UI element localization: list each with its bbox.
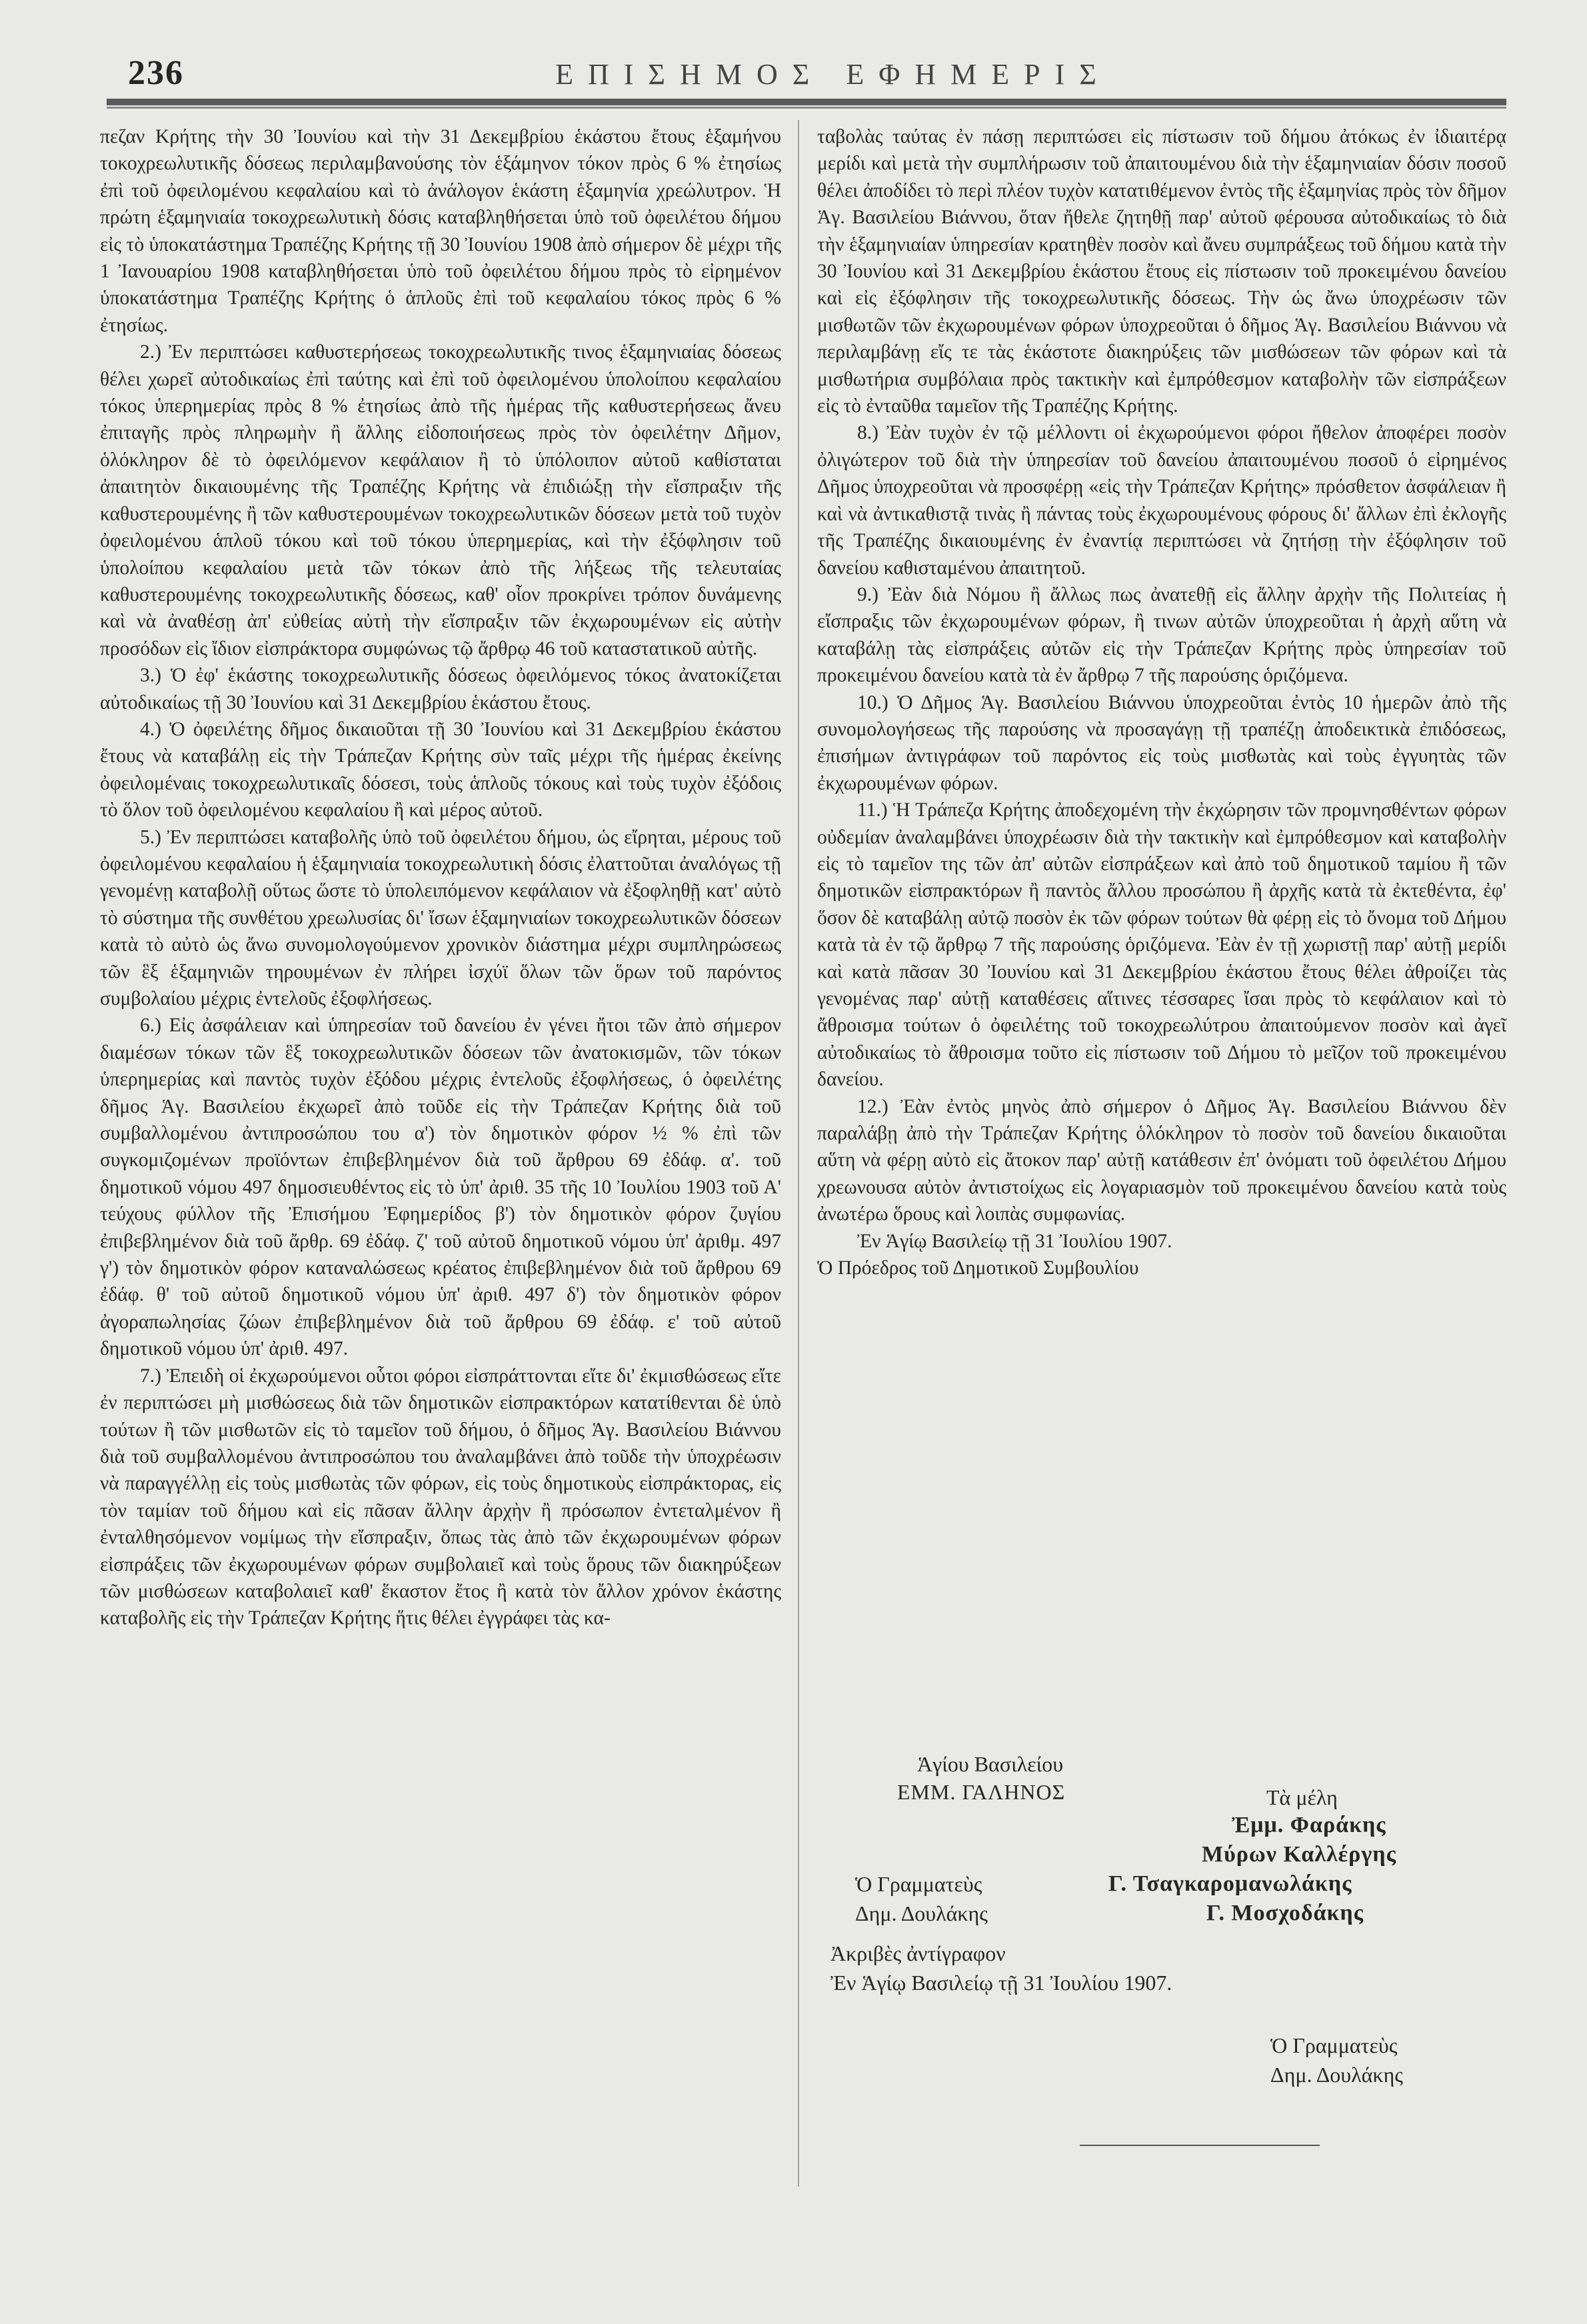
president-title: Ὁ Πρόεδρος τοῦ Δημοτικοῦ Συμβουλίου (817, 1257, 1139, 1279)
article-clause-4: 4.) Ὁ ὀφειλέτης δῆμος δικαιοῦται τῇ 30 Ἰουνίου καὶ 31 Δεκεμβρίου ἑκάστου ἔτους νὰ καταβάλῃ εἰς τὴν Τράπεζαν Κρήτης σὺν ταῖς μέχρι τῆς ἡμέρας ἐκείνης ὀφειλομέναις τοκοχρεωλυτικαῖς δόσεσι, τοὺς ἁπλοῦς τόκους καὶ τοὺς τυχὸν ἐξόδοις τὸ ὅλον τοῦ ὀφειλομένου κεφαλαίου ἢ καὶ μέρος αὐτοῦ. (100, 718, 781, 821)
article-paragraph-continued: ταβολὰς ταύτας ἐν πάσῃ περιπτώσει εἰς πίστωσιν τοῦ δήμου ἀτόκως ἐν ἰδιαιτέρᾳ μερίδι καὶ μετὰ τὴν συμπλήρωσιν τοῦ ἀπαιτουμένου διὰ τὴν ἑξαμηνιαίαν δόσιν ποσοῦ θέλει ἀποδίδει τὸ περὶ πλέον τυχὸν κατατιθέμενον ἐντὸς τῆς ἑξαμηνίας πρὸς τὸν δῆμον Ἁγ. Βασιλείου Βιάννου, ὅταν ἤθελε ζητηθῇ παρ' αὐτοῦ φέρουσα αὐτοδικαίως τὸ διὰ τὴν ἑξαμηνιαίαν ὑπηρεσίαν κρατηθὲν ποσὸν καὶ ἄνευ συμπράξεως τοῦ δήμου κατὰ τὴν 30 Ἰουνίου καὶ 31 Δεκεμβρίου ἑκάστου ἔτους εἰς πίστωσιν τοῦ προκειμένου δανείου καὶ εἰς ἐξόφλησιν τῆς τοκοχρεωλυτικῆς δόσεως. Τὴν ὡς ἄνω ὑποχρέωσιν τῶν μισθωτῶν τῶν ἐκχωρουμένων φόρων ὑποχρεοῦται ὁ δῆμος Ἁγ. Βασιλείου Βιάννου νὰ περιλαμβάνῃ εἴς τε τὰς ἑκάστοτε διακηρύξεις τῶν μισθώσεων τῶν φόρων καὶ τὰ μισθωτήρια συμβόλαια πρὸς τακτικὴν καὶ ἐμπρόθεσμον καταβολὴν τῶν εἰσπράξεων εἰς τὸ ἐνταῦθα ταμεῖον τῆς Τραπέζης Κρήτης. (817, 126, 1506, 417)
header-rule-thin (107, 107, 1506, 109)
secretary-name-2: Δημ. Δουλάκης (1270, 2063, 1403, 2087)
article-clause-7: 7.) Ἐπειδὴ οἱ ἐκχωρούμενοι οὗτοι φόροι εἰσπράττονται εἴτε δι' ἐκμισθώσεως εἴτε ἐν περιπτώσει μὴ μισθώσεως διὰ τῶν δημοτικῶν εἰσπρακτόρων κατατίθενται δὲ ὑπὸ τούτων ἢ τῶν μισθωτῶν εἰς τὸ ταμεῖον τοῦ δήμου, ὁ δῆμος Ἁγ. Βασιλείου Βιάννου διὰ τοῦ συμβαλλομένου ἀντιπροσώπου του ἀναλαμβάνει ἀπὸ τοῦδε τὴν ὑποχρέωσιν νὰ παραγγέλλῃ εἰς τοὺς μισθωτὰς τῶν φόρων, εἰς τοὺς δημοτικοὺς εἰσπράκτορας, εἰς τὸν ταμίαν τοῦ δήμου καὶ εἰς πᾶσαν ἄλλην ἀρχὴν ἢ πρόσωπον ἐντεταλμένον ἢ ἐνταλθησόμενον νομίμως τὴν εἴσπραξιν, ὅπως τὰς ἀπὸ τῶν ἐκχωρουμένων φόρων εἰσπράξεις τῶν ἐκχωρουμένων φόρων συμβολαιεῖ καὶ τοὺς ὅρους τῶν διακηρύξεων τῶν μισθώσεων καταβολαιεῖ καθ' ἕκαστον ἔτος ἢ κατὰ τὸν ἄλλον χρόνον ἑκάστης καταβολῆς εἰς τὴν Τράπεζαν Κρήτης ἥτις θέλει ἐγγράφει τὰς κα- (100, 1365, 781, 1629)
article-clause-9: 9.) Ἐὰν διὰ Νόμου ἢ ἄλλως πως ἀνατεθῇ εἰς ἄλλην ἀρχὴν τῆς Πολιτείας ἡ εἴσπραξις τῶν ἐκχωρουμένων φόρων, ἢ τινων αὐτῶν ὑποχρεοῦται ἡ ἀρχὴ αὕτη νὰ καταβάλῃ τὰς εἰσπράξεις αὐτῶν εἰς τὴν Τράπεζαν Κρήτης πρὸς ὑπηρεσίαν τοῦ προκειμένου δανείου κατὰ τὰ ἐν ἄρθρῳ 7 τῆς παρούσης ὁριζόμενα. (817, 583, 1506, 687)
article-clause-12: 12.) Ἐὰν ἐντὸς μηνὸς ἀπὸ σήμερον ὁ Δῆμος Ἁγ. Βασιλείου Βιάννου δὲν παραλάβῃ ἀπὸ τὴν Τράπεζαν Κρήτης ὁλόκληρον τὸ ποσὸν τοῦ δανείου δικαιοῦται αὕτη νὰ φέρῃ αὐτὸ εἰς ἄτοκον παρ' αὐτῇ κατάθεσιν ἐπ' ὀνόματι τοῦ ὀφειλέτου Δήμου χρεωνουσα αὐτὸν ἀντιστοίχως εἰς λογαριασμὸν τοῦ προκειμένου δανείου κατὰ τοὺς ἀνωτέρω ὅρους καὶ λοιπὰς συμφωνίας. (817, 1095, 1506, 1225)
closing-rule (1080, 2145, 1320, 2146)
date-line: Ἐν Ἁγίῳ Βασιλείῳ τῇ 31 Ἰουλίου 1907. (857, 1230, 1172, 1252)
article-clause-11: 11.) Ἡ Τράπεζα Κρήτης ἀποδεχομένη τὴν ἐκχώρησιν τῶν προμνησθέντων φόρων οὐδεμίαν ἀναλαμβάνει ὑποχρέωσιν διὰ τὴν τακτικὴν καὶ ἐμπρόθεσμον καὶ καταβολὴν εἰς τὸ ταμεῖον της τῶν ἀπ' αὐτῶν εἰσπράξεων καὶ ἀπὸ τοῦ δημοτικοῦ ταμίου ἢ τῶν δημοτικῶν εἰσπρακτόρων ἢ παντὸς ἄλλου προσώπου ἢ ἀρχῆς κατὰ τὰ ἐκτεθέντα, ἐφ' ὅσον δὲ καταβάλῃ αὐτῷ ποσὸν ἐκ τῶν φόρων τούτων θὰ φέρῃ εἰς τὸ ὄνομα τοῦ Δήμου κατὰ τὰ ἐν τῷ ἄρθρῳ 7 τῆς παρούσης ὁριζόμενα. Ἐὰν ἐν τῇ χωριστῇ παρ' αὐτῇ μερίδι καὶ κατὰ πᾶσαν 30 Ἰουνίου καὶ 31 Δεκεμβρίου ἑκάστου ἔτους θέλει ἀθροίζει τὰς γενομένας παρ' αὐτῇ καταθέσεις αἵτινες τέσσαρες ἴσαι πρὸς τὸ κεφάλαιον καὶ τὸ ἄθροισμα τούτων ὁ ὀφειλέτης τοῦ τοκοχρεωλύτρου ἀπαιτούμενον ποσὸν καὶ ἀγεῖ αὐτοδικαίως τὸ ἄθροισμα τοῦτο εἰς πίστωσιν τοῦ Δήμου τὸ μεῖζον τοῦ προκειμένου δανείου. (817, 799, 1506, 1091)
article-clause-6: 6.) Εἰς ἀσφάλειαν καὶ ὑπηρεσίαν τοῦ δανείου ἐν γένει ἤτοι τῶν ἀπὸ σήμερον διαμέσων τόκων τῶν ἓξ τοκοχρεωλυτικῶν δόσεων τῶν ἀνατοκισμῶν, τῶν τόκων ὑπερημερίας καὶ παντὸς τυχὸν ἐξόδου μέχρις ἐντελοῦς ἐξοφλήσεως, ὁ ὀφειλέτης δῆμος Ἁγ. Βασιλείου ἐκχωρεῖ ἀπὸ τοῦδε εἰς τὴν Τράπεζαν Κρήτης διὰ τοῦ συμβαλλομένου ἀντιπροσώπου του α') τὸν δημοτικὸν φόρον ½ % ἐπὶ τῶν συγκομιζομένων προϊόντων ἐπιβεβλημένον διὰ τοῦ ἄρθρου 69 ἐδάφ. α'. τοῦ δημοτικοῦ νόμου 497 δημοσιευθέντος εἰς τὸ ὑπ' ἀριθ. 35 τῆς 10 Ἰουλίου 1903 τοῦ Α' τεύχους φύλλον τῆς Ἐπισήμου Ἐφημερίδος β') τὸν δημοτικὸν φόρον ζυγίου ἐπιβεβλημένον διὰ τοῦ ἄρθρ. 69 ἐδάφ. ζ' τοῦ αὐτοῦ δημοτικοῦ νόμου ὑπ' ἀριθμ. 497 γ') τὸν δημοτικὸν φόρον καταναλώσεως κρέατος ἐπιβεβλημένον διὰ τοῦ ἄρθρου 69 ἐδάφ. θ' τοῦ αὐτοῦ δημοτικοῦ νόμου ὑπ' ἀριθ. 497 δ') τὸν δημοτικὸν φόρον ἀγοραπωλησίας ζώων ἐπιβεβλημένον διὰ τοῦ ἄρθρου 69 ἐδάφ. ε' τοῦ αὐτοῦ δημοτικοῦ νόμου ὑπ' ἀριθ. 497. (100, 1015, 781, 1360)
column-divider (798, 120, 799, 2187)
secretary-title: Ὁ Γραμματεὺς (855, 1872, 982, 1896)
municipality-name: Ἁγίου Βασιλείου (917, 1752, 1064, 1776)
header-rule (107, 99, 1506, 105)
article-clause-10: 10.) Ὁ Δῆμος Ἁγ. Βασιλείου Βιάννου ὑποχρεοῦται ἐντὸς 10 ἡμερῶν ἀπὸ τῆς συνομολογήσεως τῆς παρούσης νὰ προσαγάγῃ τῇ τραπέζῃ ἀποδεικτικὰ ἐπιδόσεως, ἐπισήμων ἀντιγράφων τοῦ παρόντος εἰς τοὺς μισθωτὰς καὶ τοὺς ἐγγυητὰς τῶν ἐκχωρουμένων φόρων. (817, 691, 1506, 794)
true-copy-note: Ἀκριβὲς ἀντίγραφον (830, 1941, 1006, 1965)
running-title: ΕΠΙΣΗΜΟΣ ΕΦΗΜΕΡΙΣ (555, 58, 1111, 91)
page-number: 236 (128, 54, 184, 92)
president-name: ΕΜΜ. ΓΑΛΗΝΟΣ (897, 1780, 1066, 1804)
right-column (817, 123, 1506, 1281)
article-clause-5: 5.) Ἐν περιπτώσει καταβολῆς ὑπὸ τοῦ ὀφειλέτου δήμου, ὡς εἴρηται, μέρους τοῦ ὀφειλομένου κεφαλαίου ἡ ἑξαμηνιαία τοκοχρεωλυτικὴ δόσις ἐλαττοῦται ἀναλόγως τῇ γενομένῃ καταβολῇ οὕτως ὥστε τὸ ὑπολειπόμενον κεφάλαιον νὰ ἐξοφληθῇ κατ' αὐτὸ τὸ σύστημα τῆς συνθέτου χρεωλυσίας δι' ἴσων ἑξαμηνιαίων τοκοχρεωλυτικῶν δόσεων κατὰ τὸ αὐτὸ ὡς ἄνω συνομολογούμενον χρονικὸν διάστημα μέχρι συμπληρώσεως τῶν ἓξ ἑξαμηνιῶν τηρουμένων ἐν πλήρει ἰσχύϊ ὅλων τῶν ὅρων τοῦ παρόντος συμβολαίου μέχρις ἐντελοῦς ἐξοφλήσεως. (100, 826, 781, 1009)
article-clause-8: 8.) Ἐὰν τυχὸν ἐν τῷ μέλλοντι οἱ ἐκχωρούμενοι φόροι ἤθελον ἀποφέρει ποσὸν ὀλιγώτερον τοῦ διὰ τὴν ὑπηρεσίαν τοῦ δανείου ἀπαιτουμένου ποσοῦ ὁ εἰρημένος Δῆμος ὑποχρεοῦται νὰ προσφέρῃ «εἰς τὴν Τράπεζαν Κρήτης» πρόσθετον ἀσφάλειαν ἢ καὶ νὰ ἀντικαθιστᾷ τινὰς ἢ πάντας τοὺς ἐκχωρουμένους φόρους δι' ἄλλων ἐπὶ ἐκλογῆς τῆς Τραπέζης δικαιουμένης ἐν ἐναντίᾳ περιπτώσει νὰ ζητήσῃ τὴν ἐξόφλησιν τοῦ δανείου καθισταμένου ἀπαιτητοῦ. (817, 422, 1506, 579)
member-signature: Μύρων Καλλέργης (1202, 1842, 1396, 1867)
members-heading: Τὰ μέλη (1266, 1785, 1338, 1809)
article-clause-3: 3.) Ὁ ἐφ' ἑκάστης τοκοχρεωλυτικῆς δόσεως ὀφειλόμενος τόκος ἀνατοκίζεται αὐτοδικαίως τῇ 30 Ἰουνίου καὶ 31 Δεκεμβρίου ἑκάστου ἔτους. (100, 665, 781, 713)
member-signature: Γ. Τσαγκαρομανωλάκης (1108, 1871, 1352, 1896)
copy-place-date: Ἐν Ἁγίῳ Βασιλείῳ τῇ 31 Ἰουλίου 1907. (830, 1971, 1172, 1995)
article-clause-2: 2.) Ἐν περιπτώσει καθυστερήσεως τοκοχρεωλυτικῆς τινος ἑξαμηνιαίας δόσεως θέλει χωρεῖ αὐτοδικαίως ἐπὶ ταύτης καὶ ἐπὶ τοῦ ὀφειλομένου ὑπολοίπου κεφαλαίου τόκος ὑπερημερίας πρὸς 8 % ἐτησίως ἀπὸ τῆς ἡμέρας τῆς καθυστερήσεως ἄνευ ἐπιταγῆς πρὸς πληρωμὴν ἢ ἄλλης εἰδοποιήσεως πρὸς τὸν ὀφειλέτην Δῆμον, ὁλόκληρον δὲ τὸ ὀφειλόμενον κεφάλαιον ἢ τὸ ὑπόλοιπον αὐτοῦ καθίσταται ἀπαιτητὸν δικαιουμένης τῆς Τραπέζης Κρήτης νὰ ἐπιδιώξῃ τὴν εἴσπραξιν τῆς καθυστερουμένης ἢ τῶν καθυστερουμένων τοκοχρεωλυτικῶν δόσεων μετὰ τοῦ τυχὸν ὀφειλομένου ἁπλοῦ τόκου καὶ τοῦ τόκου ὑπερημερίας, καὶ τὴν ἐξόφλησιν τοῦ ὑπολοίπου κεφαλαίου μετὰ τῶν τόκων ἀπὸ τῆς λήξεως τῆς τελευταίας καθυστερουμένης τοκοχρεωλυτικῆς δόσεως, καθ' οἷον προκρίνει τρόπον δυνάμενης καὶ νὰ ἀναθέσῃ ἀπ' εὐθείας αὐτὴ τὴν εἴσπραξιν τῶν ἐκχωρουμένων εἰς αὐτὴν προσόδων εἰς ἴδιον εἰσπράκτορα συμφώνως τῷ ἄρθρῳ 46 τοῦ καταστατικοῦ αὐτῆς. (100, 341, 781, 659)
article-paragraph: πεζαν Κρήτης τὴν 30 Ἰουνίου καὶ τὴν 31 Δεκεμβρίου ἑκάστου ἔτους ἑξαμήνου τοκοχρεωλυτικῆς δόσεως περιλαμβανούσης τὸν ἑξάμηνον τόκον πρὸς 6 % ἐτησίως ἐπὶ τοῦ ὀφειλομένου κεφαλαίου καὶ τὸ ἀνάλογον ἑκάστη ἑξαμηνία χρεώλυτρον. Ἡ πρώτη ἑξαμηνιαία τοκοχρεωλυτικὴ δόσις καταβληθήσεται ὑπὸ τοῦ ὀφειλέτου δήμου εἰς τὸ ὑποκατάστημα Τραπέζης Κρήτης τῇ 30 Ἰουνίου 1908 ἀπὸ σήμερον δὲ μέχρι τῆς 1 Ἰανουαρίου 1908 καταβληθήσεται ὑπὸ τοῦ ὀφειλέτου δήμου πρὸς τὸ εἰρημένον ὑποκατάστημα Τραπέζης Κρήτης ὁ ἁπλοῦς ἐπὶ τοῦ κεφαλαίου τόκος πρὸς 6 % ἐτησίως. (100, 126, 781, 336)
secretary-name: Δημ. Δουλάκης (855, 1901, 988, 1925)
member-signature: Γ. Μοσχοδάκης (1206, 1901, 1364, 1925)
member-signature: Ἐμμ. Φαράκης (1232, 1813, 1386, 1837)
left-column (100, 123, 781, 1632)
secretary-title-2: Ὁ Γραμματεὺς (1270, 2033, 1398, 2057)
